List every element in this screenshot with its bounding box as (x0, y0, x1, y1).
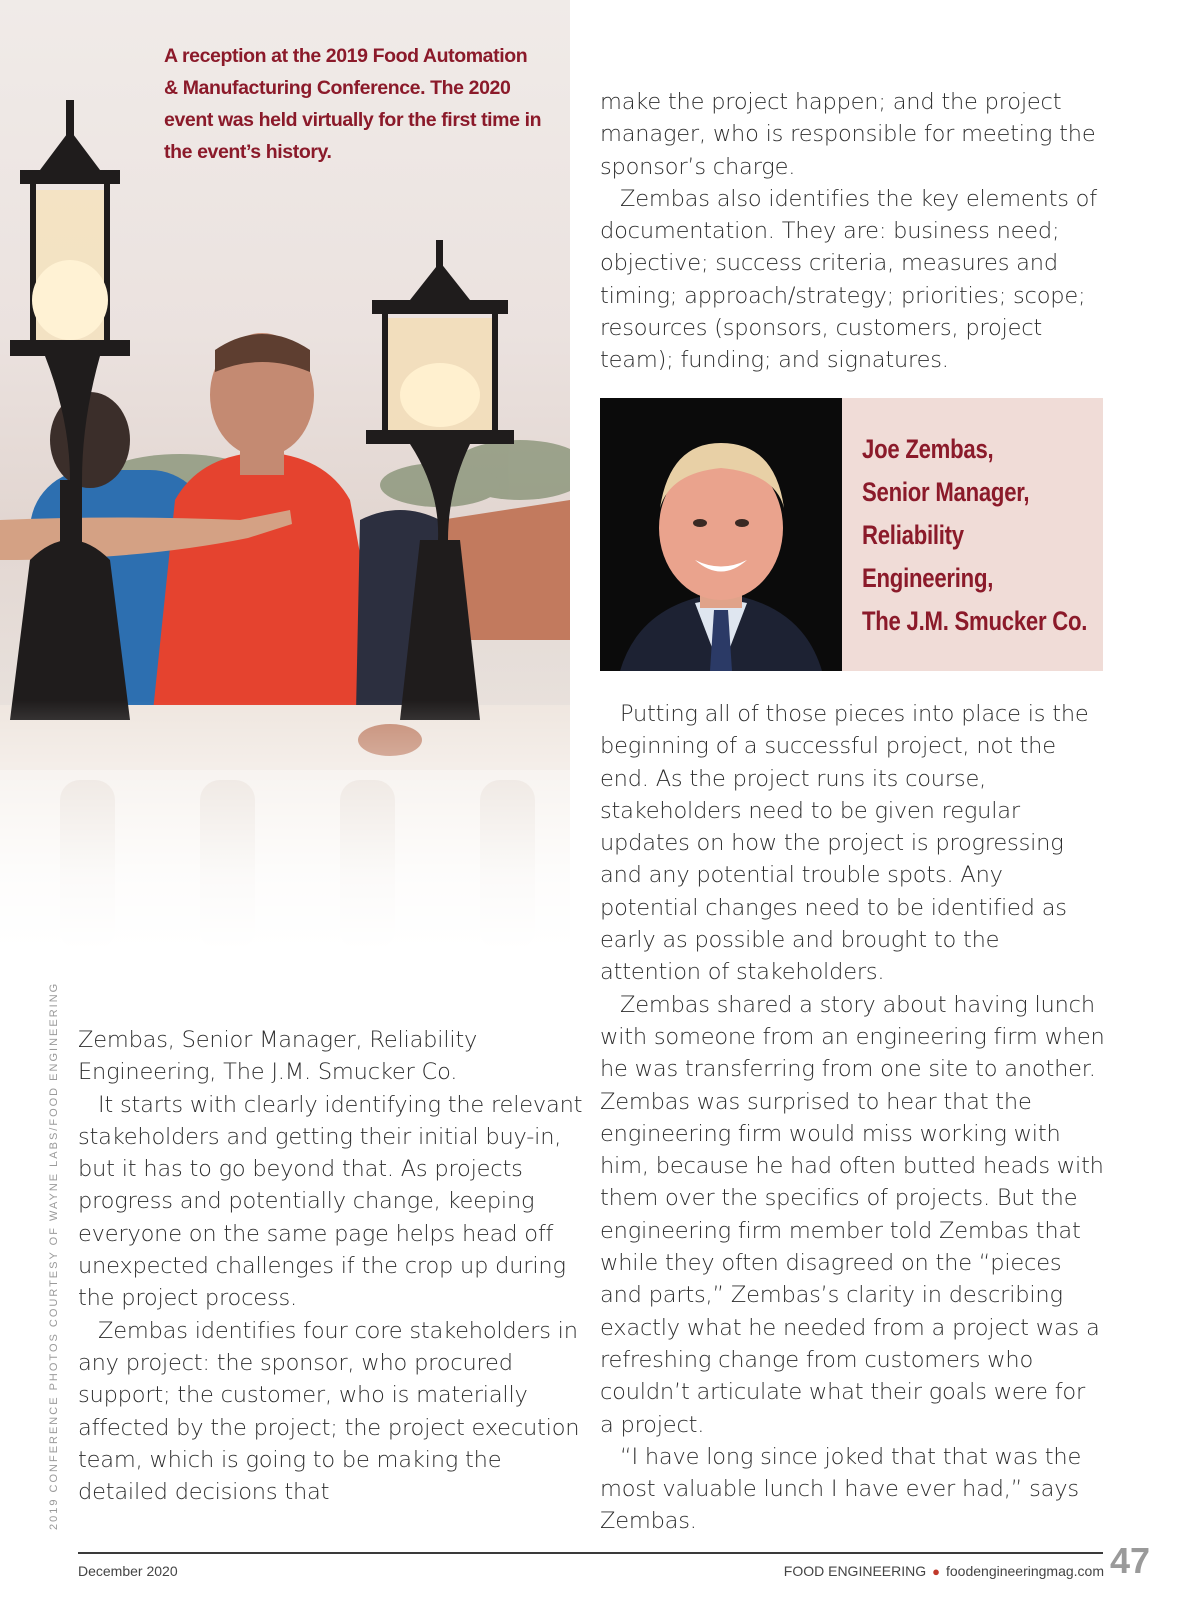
profile-line-1: Joe Zembas, (862, 434, 994, 464)
footer-publication (784, 1563, 1104, 1579)
right-bottom-paragraph-1: Putting all of those pieces into place is the beginning of a successful project, not the end. As the project runs its course, stakeholders need to be given regular updates on how the project is progressing and any potential trouble spots. Any potential changes need to be identified as early as possible and brought to the attention of stakeholders. (600, 701, 1089, 986)
right-bottom-paragraph-3: “I have long since joked that that was the most valuable lunch I have ever had,” says Zembas. (600, 1443, 1082, 1535)
portrait-art (600, 398, 842, 671)
right-top-paragraph-2: Zembas also identifies the key elements of documentation. They are: business need; objective; success criteria, measures and timing; approach/strategy; priorities; scope; resources (sponsors, customers, project team); funding; and signatures. (600, 185, 1097, 374)
publication-name: FOOD ENGINEERING (783, 1563, 927, 1579)
publication-website: foodengineeringmag.com (946, 1563, 1104, 1579)
profile-name (862, 428, 1088, 643)
profile-line-4: Engineering, (862, 563, 994, 593)
profile-line-2: Senior Manager, (862, 477, 1030, 507)
left-paragraph-2: It starts with clearly identifying the relevant stakeholders and getting their initial buy-in, but it has to go beyond that. As projects progress and potentially change, keeping everyone on the same page helps head off unexpected challenges if the crop up during the project process. (78, 1091, 583, 1312)
footer-rule (78, 1552, 1103, 1554)
photo-fade (0, 700, 570, 950)
photo-caption: A reception at the 2019 Food Automation & Manufacturing Conference. The 2020 event was held virtually for the first time in the event’s history. (164, 45, 542, 163)
photo-credit: 2019 CONFERENCE PHOTOS COURTESY OF WAYNE LABS/FOOD ENGINEERING (48, 981, 60, 1530)
profile-box (600, 398, 1103, 671)
right-bottom-paragraph-2: Zembas shared a story about having lunch with someone from an engineering firm when he was transferring from one site to another. Zembas was surprised to hear that the engineering firm would miss working with him, because he had often butted heads with them over the specifics of projects. But the engineering firm member told Zembas that while they often disagreed on the “pieces and parts,” Zembas’s clarity in describing exactly what he needed from a project was a refreshing change from customers who couldn’t articulate what their goals were for a project. (600, 991, 1105, 1438)
right-column-bottom (600, 698, 1105, 1538)
bullet-icon: ● (932, 1564, 940, 1579)
footer-date: December 2020 (78, 1563, 178, 1579)
profile-line-3: Reliability (862, 520, 964, 550)
portrait-photo (600, 398, 842, 671)
right-column-top (600, 86, 1105, 377)
left-paragraph-1: Zembas, Senior Manager, Reliability Engineering, The J.M. Smucker Co. (78, 1027, 478, 1086)
left-column (78, 1024, 583, 1508)
page-number: 47 (1110, 1540, 1151, 1581)
right-top-paragraph-1: make the project happen; and the project manager, who is responsible for meeting the sponsor’s charge. (600, 89, 1096, 180)
left-paragraph-3: Zembas identifies four core stakeholders in any project: the sponsor, who procured support; the customer, who is materially affected by the project; the project execution team, which is going to be making the detailed decisions that (78, 1317, 580, 1506)
profile-line-5: The J.M. Smucker Co. (862, 606, 1088, 636)
